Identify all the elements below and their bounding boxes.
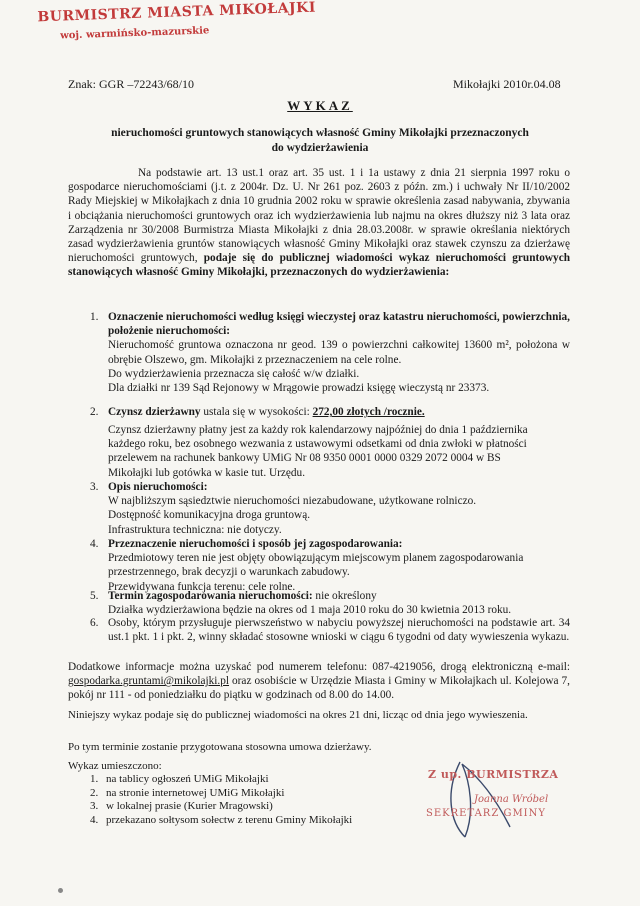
- section-number: 5.: [90, 590, 99, 602]
- section-2: [90, 405, 570, 419]
- section-text: Dostępność komunikacyjna droga gruntową.: [108, 509, 311, 522]
- section-5: [90, 589, 570, 617]
- section-text: W najbliższym sąsiedztwie nieruchomości niezabudowane, użytkowane rolniczo.: [108, 495, 477, 508]
- list-text: przekazano sołtysom sołectw z terenu Gminy Mikołajki: [106, 813, 353, 826]
- section-number: 3.: [90, 481, 99, 493]
- email-link[interactable]: gospodarka.gruntami@mikolajki.pl: [68, 675, 230, 688]
- list-number: 2.: [90, 786, 99, 799]
- list-text: na stronie internetowej UMiG Mikołajki: [106, 786, 285, 799]
- intro-text: Na podstawie art. 13 ust.1 oraz art. 35 ust. 1 i 1a ustawy z dnia 21 sierpnia 1997 roku o gospodarce nieruchomościami (j.t. z 2004r. Dz. U. Nr 261 poz. 2603 z późn. zm.) i uchwały Nr II/10/2002 Rady Miejskiej w Mikołajkach z dnia 10 grudnia 2002 roku w sprawie określenia zasad nabywania, zbywania i obciążania nieruchomości gruntowych oraz ich wydzierżawienia lub najmu na okres dłuższy niż 3 lata oraz Zarządzenia nr 30/2008 Burmistrza Miasta Mikołajki z dnia 28.03.2008r. w sprawie określania niektórych zasad wydzierżawienia gruntów stanowiących własność Gminy Mikołajki oraz stawek czynszu za dzierżawę nieruchomości gruntowych,: [68, 167, 570, 265]
- section-text: Osoby, którym przysługuje pierwszeństwo w nabyciu powyższej nieruchomości na podstawie art. 34 ust.1 pkt. 1 i pkt. 2, winny składać stosowne wnioski w ciągu 6 tygodni od daty wywieszenia wykazu.: [108, 617, 570, 644]
- list-text: na tablicy ogłoszeń UMiG Mikołajki: [106, 773, 269, 785]
- contact-text: oraz osobiście w Urzędzie Miasta i Gminy w Mikołajkach ul. Kolejowa 7, pokój nr 111 - od poniedziałku do piątku w godzinach od 8.00 do 14.00.: [68, 675, 570, 702]
- section-text: Czynsz dzierżawny płatny jest za każdy rok kalendarzowy najpóźniej do dnia 1 października każdego roku, bez osobnego wezwania z ustawowymi odsetkami od dnia zwłoki w płatności przelewem na rachunek bankowy UMiG Nr 08 9350 0001 0000 0329 2072 0004 w BS Mikołajki lub gotówka w kasie tut. Urzędu.: [108, 424, 528, 479]
- section-3: [90, 480, 570, 537]
- place-date: Mikołajki 2010r.04.08: [453, 77, 561, 91]
- office-stamp: [37, 0, 317, 60]
- section-heading: Opis nieruchomości:: [108, 481, 208, 493]
- contact-paragraph: [68, 660, 570, 703]
- section-number: 1.: [90, 311, 99, 323]
- posted-title: Wykaz umieszczono:: [68, 760, 162, 772]
- section-heading: Oznaczenie nieruchomości według księgi wieczystej oraz katastru nieruchomości, powierzchnia, położenie nieruchomości:: [108, 311, 570, 338]
- stamp-sig-line-2: Joanna Wróbel: [474, 794, 549, 805]
- stamp-sig-line-3: SEKRETARZ GMINY: [426, 808, 546, 819]
- section-2-body: [108, 423, 548, 480]
- posted-list: [68, 773, 352, 827]
- section-heading: Przeznaczenie nieruchomości i sposób jej zagospodarowania:: [108, 538, 403, 550]
- stamp-line-1: BURMISTRZ MIASTA MIKOŁAJKI: [37, 0, 317, 26]
- section-text: Przewidywana funkcja terenu: cele rolne.: [108, 580, 296, 593]
- section-text: ustala się w wysokości:: [200, 406, 313, 418]
- section-6: [90, 616, 570, 644]
- list-item: [68, 814, 352, 828]
- section-heading: Czynsz dzierżawny: [108, 406, 201, 418]
- list-number: 3.: [90, 800, 99, 812]
- list-number: 4.: [90, 813, 99, 826]
- list-item: [68, 787, 352, 801]
- document-subtitle: nieruchomości gruntowych stanowiących własność Gminy Mikołajki przeznaczonych do wydzierżawienia: [111, 127, 529, 154]
- document-sign: Znak: GGR –72243/68/10: [68, 77, 194, 91]
- list-item: [68, 800, 352, 814]
- stamp-line-2: woj. warmińsko-mazurskie: [59, 25, 210, 42]
- section-number: 6.: [90, 617, 99, 629]
- after-term-note: Po tym terminie zostanie przygotowana stosowna umowa dzierżawy.: [68, 741, 372, 753]
- section-number: 4.: [90, 538, 99, 550]
- section-text: Dla działki nr 139 Sąd Rejonowy w Mrągowie prowadzi księgę wieczystą nr 23373.: [108, 382, 490, 395]
- publication-note: Niniejszy wykaz podaje się do publicznej wiadomości na okres 21 dni, licząc od dnia jego wywieszenia.: [68, 709, 528, 721]
- section-text: Infrastruktura techniczna: nie dotyczy.: [108, 523, 282, 536]
- section-text: Do wydzierżawienia przeznacza się całość w/w działki.: [108, 367, 360, 380]
- document-title: WYKAZ: [287, 98, 353, 113]
- section-heading: Termin zagospodarowania nieruchomości:: [108, 590, 313, 602]
- section-number: 2.: [90, 406, 99, 418]
- list-number: 1.: [90, 773, 99, 785]
- section-text: Działka wydzierżawiona będzie na okres od 1 maja 2010 roku do 30 kwietnia 2013 roku.: [108, 604, 512, 617]
- rent-amount: 272,00 złotych /rocznie.: [312, 406, 425, 418]
- scan-dot: [58, 888, 63, 893]
- section-4: [90, 537, 570, 594]
- list-text: w lokalnej prasie (Kurier Mragowski): [106, 800, 273, 812]
- list-item: [68, 773, 352, 787]
- stamp-sig-line-1: Z up. BURMISTRZA: [428, 768, 559, 781]
- intro-bold: podaje się do publicznej wiadomości wykaz nieruchomości gruntowych stanowiących własność Gminy Mikołajki, przeznaczonych do wydzierżawienia:: [68, 252, 570, 279]
- signature-stamp: [422, 768, 582, 828]
- contact-text: Dodatkowe informacje można uzyskać pod numerem telefonu: 087-4219056, drogą elektroniczną e-mail:: [68, 661, 570, 673]
- intro-paragraph: [68, 166, 570, 280]
- section-1: [90, 310, 570, 395]
- section-text: Przedmiotowy teren nie jest objęty obowiązującym miejscowym planem zagospodarowania przestrzennego, brak decyzji o warunkach zabudowy.: [108, 552, 524, 579]
- section-text: Nieruchomość gruntowa oznaczona nr geod. 139 o powierzchni całkowitej 13600 m², położona w obrębie Olszewo, gm. Mikołajki z przeznaczeniem na cele rolne.: [108, 339, 570, 366]
- section-text: nie określony: [312, 590, 377, 602]
